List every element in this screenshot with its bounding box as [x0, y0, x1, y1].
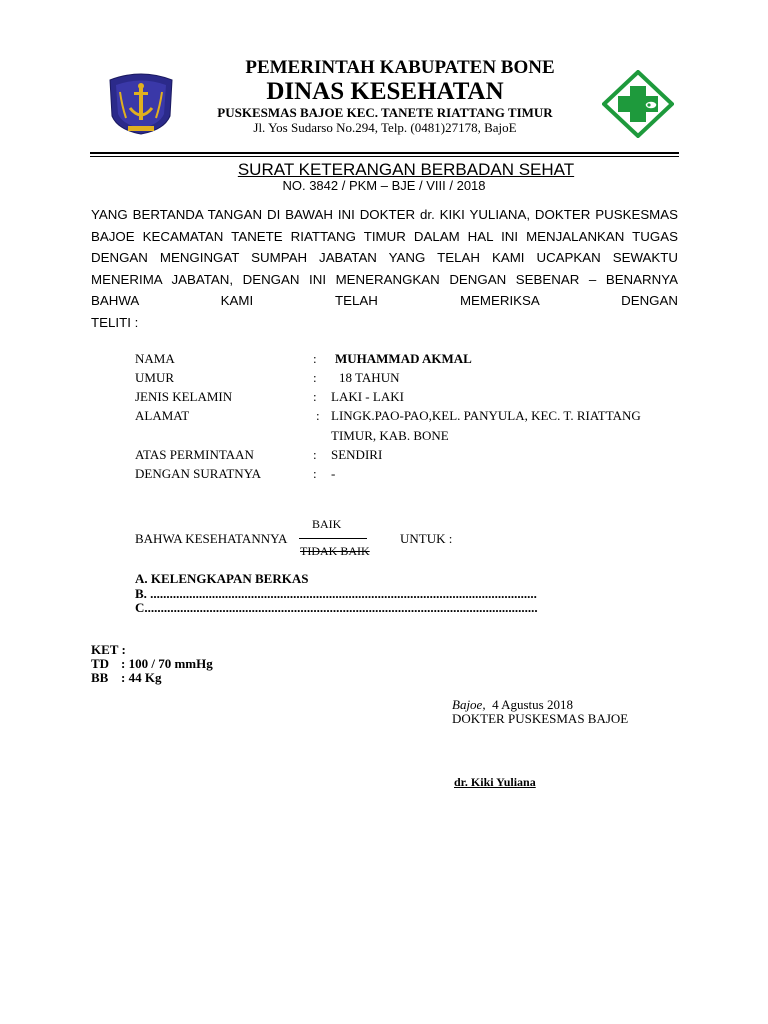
berkas-item-a: A. KELENGKAPAN BERKAS	[135, 571, 309, 586]
berkas-item-c: C.........................................................................................................................	[135, 600, 538, 615]
ket-td-label: TD	[91, 656, 110, 671]
detail-value-dengan-suratnya: -	[331, 466, 336, 481]
ket-bb-value: : 44 Kg	[121, 670, 162, 685]
letterhead-rule-thick	[90, 152, 679, 154]
detail-label-umur: UMUR	[135, 370, 175, 385]
ket-td-value: : 100 / 70 mmHg	[121, 656, 213, 671]
detail-colon: :	[313, 351, 317, 366]
intro-paragraph	[91, 204, 678, 333]
detail-colon: :	[313, 466, 317, 481]
health-fraction-line	[299, 538, 367, 539]
health-good-option: BAIK	[312, 517, 342, 531]
detail-label-jenis-kelamin: JENIS KELAMIN	[135, 389, 233, 404]
detail-value-alamat: LINGK.PAO-PAO,KEL. PANYULA, KEC. T. RIATTANG	[331, 408, 641, 423]
detail-value-umur: 18 TAHUN	[339, 370, 400, 385]
purpose-label: UNTUK :	[400, 531, 453, 546]
paragraph-line: YANG BERTANDA TANGAN DI BAWAH INI DOKTER dr. KIKI YULIANA, DOKTER	[91, 207, 591, 222]
address-line: Jl. Yos Sudarso No.294, Telp. (0481)27178, BajoE	[253, 120, 517, 135]
department-heading: DINAS KESEHATAN	[266, 78, 504, 105]
detail-value-atas-permintaan: SENDIRI	[331, 447, 383, 462]
health-label: BAHWA KESEHATANNYA	[135, 531, 288, 546]
ket-heading: KET :	[91, 642, 126, 657]
paragraph-line: DENGAN SEBENAR – BENARNYA BAHWA KAMI TELAH MEMERIKSA DENGAN	[91, 271, 678, 308]
detail-colon: :	[316, 408, 320, 423]
document-title: SURAT KETERANGAN BERBADAN SEHAT	[237, 160, 575, 179]
government-heading: PEMERINTAH KABUPATEN BONE	[245, 57, 555, 78]
detail-value-jenis-kelamin: LAKI - LAKI	[331, 389, 404, 404]
signature-date: 4 Agustus 2018	[492, 697, 573, 712]
paragraph-line: MENJALANKAN TUGAS DENGAN MENGINGAT SUMPAH JABATAN YANG TELAH	[91, 228, 678, 265]
detail-label-dengan-suratnya: DENGAN SURATNYA	[135, 466, 262, 481]
letterhead-rule-thin	[90, 156, 679, 157]
paragraph-line: PUSKESMAS BAJOE KECAMATAN TANETE RIATTANG TIMUR DALAM HAL INI	[91, 207, 678, 244]
berkas-item-b: B. .......................................................................................................................	[135, 586, 537, 601]
puskesmas-heading: PUSKESMAS BAJOE KEC. TANETE RIATTANG TIMUR	[217, 105, 553, 120]
health-not-good-option: TIDAK BAIK	[300, 544, 370, 558]
signature-name: dr. Kiki Yuliana	[454, 775, 536, 789]
detail-label-alamat: ALAMAT	[135, 408, 190, 423]
detail-label-nama: NAMA	[135, 351, 175, 366]
detail-colon: :	[313, 389, 317, 404]
signature-city: Bajoe,	[452, 697, 486, 712]
detail-colon: :	[313, 370, 317, 385]
detail-label-atas-permintaan: ATAS PERMINTAAN	[135, 447, 254, 462]
detail-value-nama: MUHAMMAD AKMAL	[335, 351, 472, 366]
signature-role: DOKTER PUSKESMAS BAJOE	[452, 711, 629, 726]
paragraph-line: KAMI UCAPKAN SEWAKTU MENERIMA JABATAN, DENGAN INI MENERANGKAN	[91, 250, 678, 287]
detail-value-alamat-cont: TIMUR, KAB. BONE	[331, 428, 449, 443]
paragraph-last-line: TELITI :	[91, 314, 139, 330]
document-number: NO. 3842 / PKM – BJE / VIII / 2018	[282, 178, 486, 193]
detail-colon: :	[313, 447, 317, 462]
ket-bb-label: BB	[91, 670, 109, 685]
